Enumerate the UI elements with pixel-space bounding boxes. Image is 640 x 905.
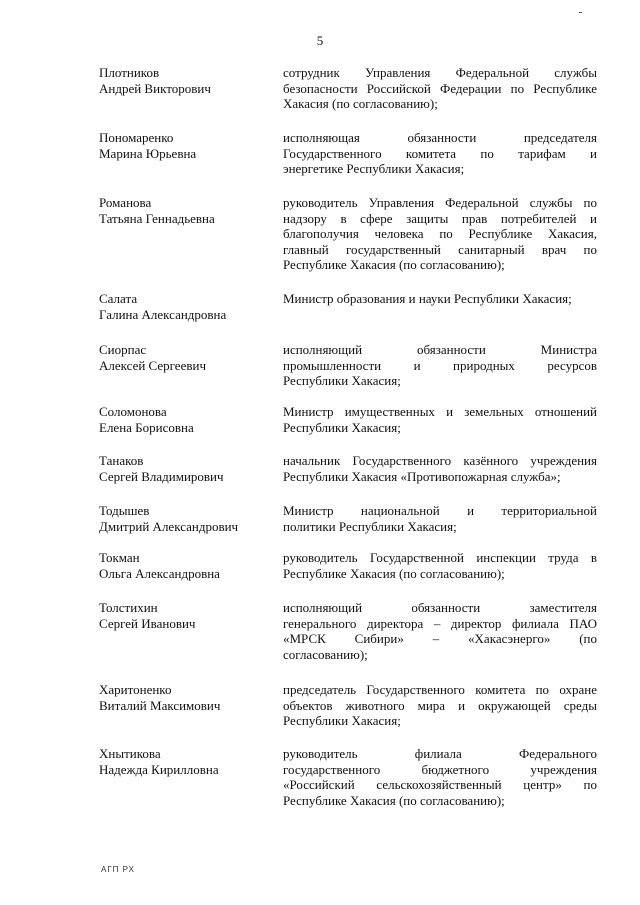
member-role: [283, 291, 597, 307]
member-surname: Романова: [99, 195, 152, 210]
member-surname: Танаков: [99, 453, 144, 468]
member-name: [99, 195, 274, 227]
member-name: [99, 453, 274, 485]
member-name: [99, 550, 274, 582]
member-given-names: Дмитрий Александрович: [99, 519, 239, 534]
member-role-line: руководитель филиала Федерального: [283, 746, 597, 761]
member-role-line: Государственного комитета по тарифам и: [283, 145, 597, 161]
member-surname: Толстихин: [99, 600, 158, 615]
member-surname: Хнытикова: [99, 746, 161, 761]
member-given-names: Марина Юрьевна: [99, 146, 197, 161]
member-role: [283, 550, 597, 581]
member-surname: Плотников: [99, 65, 160, 80]
member-role-line: энергетике Республики Хакасия;: [283, 161, 465, 176]
footer-mark: АГП РХ: [101, 865, 135, 874]
member-name: [99, 746, 274, 778]
member-role-line: Республики Хакасия;: [283, 373, 401, 388]
member-name: [99, 342, 274, 374]
member-role-line: исполняющий обязанности заместителя: [283, 600, 597, 615]
member-name: [99, 682, 274, 714]
member-surname: Тодышев: [99, 503, 150, 518]
member-name: [99, 291, 274, 323]
member-role-line: Республики Хакасия «Противопожарная служба»;: [283, 468, 561, 484]
member-role: [283, 195, 597, 273]
member-given-names: Ольга Александровна: [99, 566, 220, 581]
member-surname: Соломонова: [99, 404, 167, 419]
member-given-names: Елена Борисовна: [99, 420, 194, 435]
member-role-line: политики Республики Хакасия;: [283, 518, 457, 534]
member-role-line: генерального директора – директор филиала ПАО: [283, 615, 597, 631]
member-given-names: Сергей Иванович: [99, 616, 196, 631]
member-surname: Токман: [99, 550, 140, 565]
member-role-line: безопасности Российской Федерации по Республике: [283, 80, 597, 96]
member-surname: Салата: [99, 291, 138, 306]
member-role-line: Министр национальной и территориальной: [283, 503, 597, 518]
member-role: [283, 746, 597, 808]
member-role: [283, 404, 597, 435]
member-role: [283, 600, 597, 662]
member-role-line: «Российский сельскохозяйственный центр» по: [283, 777, 597, 792]
member-role-line: государственного бюджетного учреждения: [283, 761, 597, 777]
member-role-line: надзору в сфере защиты прав потребителей и: [283, 210, 597, 226]
member-role-line: начальник Государственного казённого учреждения: [283, 453, 597, 468]
member-role-line: Республике Хакасия (по согласованию);: [283, 792, 505, 808]
member-role-line: объектов животного мира и окружающей среды: [283, 697, 597, 713]
member-role-line: исполняющая обязанности председателя: [283, 130, 597, 145]
member-role-line: «МРСК Сибири» – «Хакасэнерго» (по: [283, 631, 597, 646]
member-name: [99, 503, 274, 535]
member-role-line: Министр имущественных и земельных отношений: [283, 404, 597, 419]
member-role-line: Хакасия (по согласованию);: [283, 96, 438, 111]
member-given-names: Сергей Владимирович: [99, 469, 224, 484]
member-role-line: Республики Хакасия;: [283, 713, 401, 728]
member-role-line: Республике Хакасия (по согласованию);: [283, 565, 505, 581]
member-role-line: исполняющий обязанности Министра: [283, 342, 597, 357]
member-role-line: руководитель Государственной инспекции труда в: [283, 550, 597, 565]
member-role: [283, 503, 597, 534]
scan-speck: [579, 12, 582, 13]
member-given-names: Татьяна Геннадьевна: [99, 211, 215, 226]
member-given-names: Алексей Сергеевич: [99, 358, 206, 373]
member-role-line: главный государственный санитарный врач по: [283, 241, 597, 257]
member-role-line: Республике Хакасия (по согласованию);: [283, 257, 505, 272]
member-role-line: председатель Государственного комитета по охране: [283, 682, 597, 697]
member-role-line: Республики Хакасия;: [283, 419, 401, 435]
member-role: [283, 65, 597, 112]
member-surname: Сиорпас: [99, 342, 147, 357]
member-name: [99, 404, 274, 436]
member-role: [283, 342, 597, 389]
member-surname: Пономаренко: [99, 130, 174, 145]
member-role-line: сотрудник Управления Федеральной службы: [283, 65, 597, 80]
member-role-line: благополучия человека по Республике Хакасия,: [283, 226, 597, 241]
member-role: [283, 130, 597, 177]
member-name: [99, 600, 274, 632]
member-given-names: Надежда Кирилловна: [99, 762, 219, 777]
member-given-names: Галина Александровна: [99, 307, 227, 322]
member-surname: Харитоненко: [99, 682, 172, 697]
member-role-line: согласованию);: [283, 646, 368, 662]
member-role: [283, 682, 597, 729]
member-role-line: руководитель Управления Федеральной службы по: [283, 195, 597, 210]
member-given-names: Андрей Викторович: [99, 81, 211, 96]
member-role-line: промышленности и природных ресурсов: [283, 357, 597, 373]
member-role-line: Министр образования и науки Республики Хакасия;: [283, 291, 572, 306]
member-role: [283, 453, 597, 484]
member-name: [99, 65, 274, 97]
page-number: 5: [316, 33, 324, 48]
member-given-names: Виталий Максимович: [99, 698, 221, 713]
member-name: [99, 130, 274, 162]
